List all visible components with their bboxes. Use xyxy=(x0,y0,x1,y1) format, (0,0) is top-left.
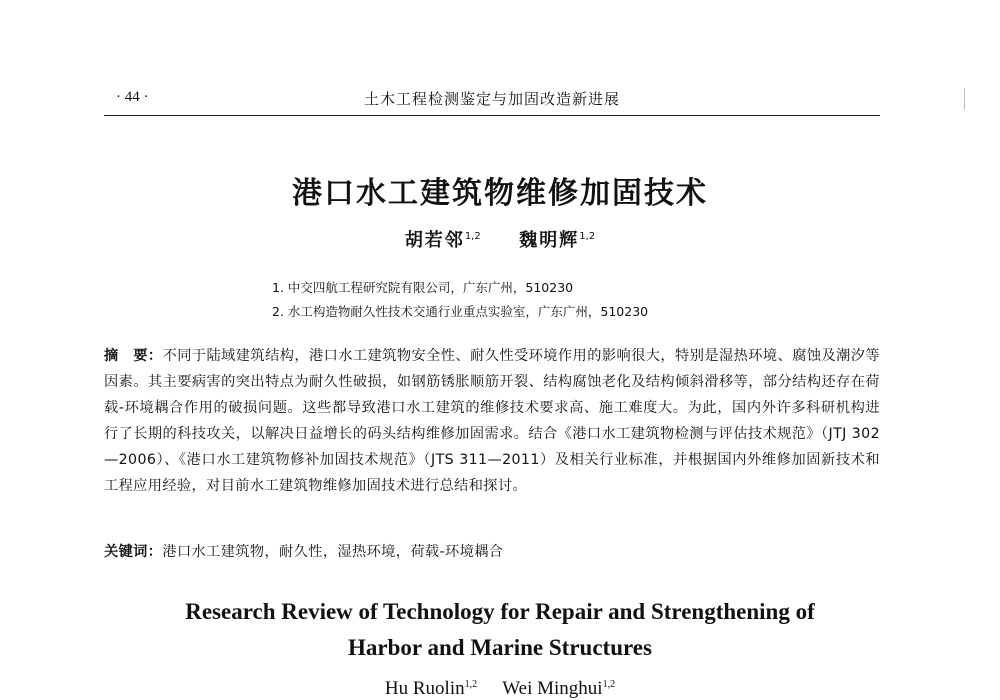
english-title xyxy=(0,594,1000,666)
abstract-text: 不同于陆域建筑结构，港口水工建筑物安全性、耐久性受环境作用的影响很大，特别是湿热环境、腐蚀及潮汐等因素。其主要病害的突出特点为耐久性破损，如钢筋锈胀顺筋开裂、结构腐蚀老化及结构倾斜滑移等，部分结构还存在荷载-环境耦合作用的破损问题。这些都导致港口水工建筑的维修技术要求高、施工难度大。为此，国内外许多科研机构进行了长期的科技攻关，以解决日益增长的码头结构维修加固需求。结合《港口水工建筑物检测与评估技术规范》（JTJ 302—2006）、《港口水工建筑物修补加固技术规范》（JTS 311—2011）及相关行业标准，并根据国内外维修加固新技术和工程应用经验，对目前水工建筑物维修加固技术进行总结和探讨。 xyxy=(104,348,880,494)
keywords-text: 港口水工建筑物，耐久性，湿热环境，荷载-环境耦合 xyxy=(162,544,504,560)
running-header xyxy=(104,87,880,116)
author-affiliation-sup: 1,2 xyxy=(579,231,596,242)
author-name: 魏明辉 xyxy=(519,230,580,251)
english-author-name: Wei Minghui xyxy=(502,678,603,699)
english-author-name: Hu Ruolin xyxy=(384,678,465,699)
english-author-sup: 1,2 xyxy=(464,679,478,690)
paper-title: 港口水工建筑物维修加固技术 xyxy=(292,176,708,211)
english-title-line: Harbor and Marine Structures xyxy=(348,635,652,660)
abstract xyxy=(104,343,880,499)
keywords xyxy=(104,539,880,565)
author-name: 胡若邻 xyxy=(404,230,465,251)
running-title: 土木工程检测鉴定与加固改造新进展 xyxy=(363,90,620,108)
keywords-label: 关键词： xyxy=(104,544,163,560)
abstract-label: 摘 要： xyxy=(104,348,163,364)
author-list xyxy=(0,226,1000,252)
english-author-sup: 1,2 xyxy=(602,679,616,690)
margin-line xyxy=(964,88,965,110)
english-title-line: Research Review of Technology for Repair and Strengthening of xyxy=(185,599,815,624)
affiliation-1: 1. 中交四航工程研究院有限公司，广东广州，510230 xyxy=(272,280,574,295)
affiliation-2: 2. 水工构造物耐久性技术交通行业重点实验室，广东广州，510230 xyxy=(272,304,649,319)
page-number: · 44 · xyxy=(116,89,149,105)
author-affiliation-sup: 1,2 xyxy=(464,231,481,242)
